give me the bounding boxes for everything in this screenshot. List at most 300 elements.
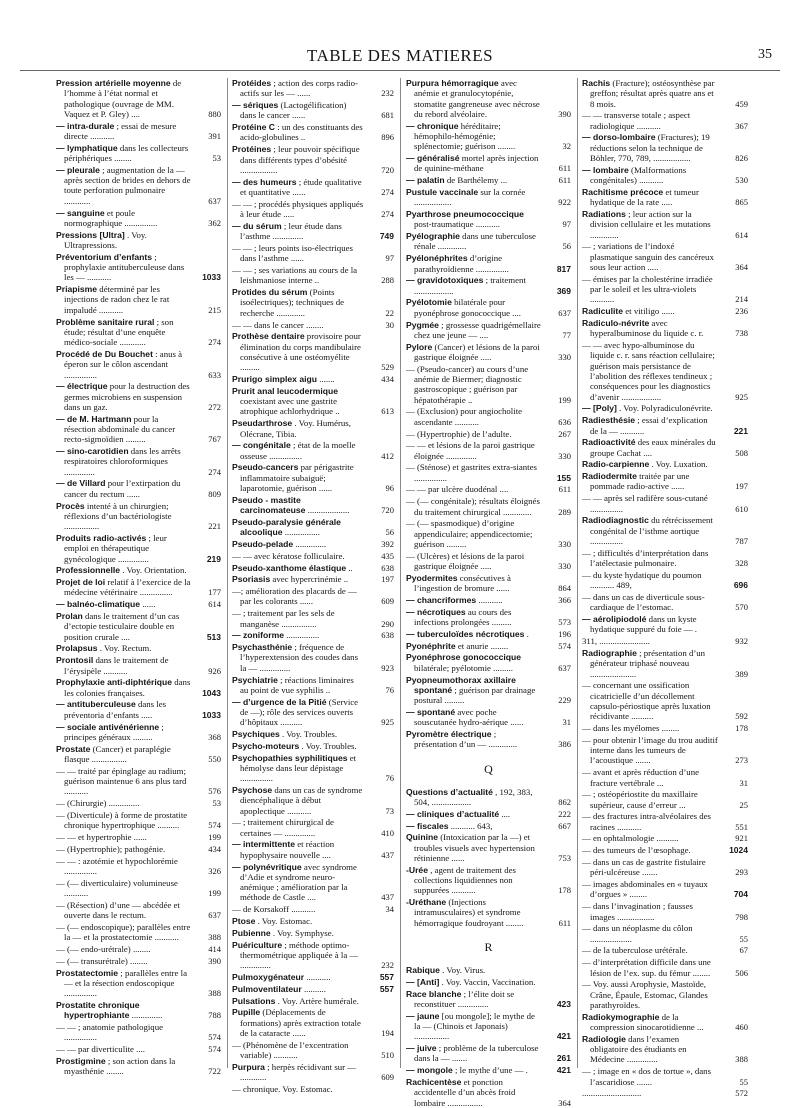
page-reference: 177 [208,587,221,598]
index-entry [56,143,221,164]
entry-text: ........... [478,594,503,605]
entry-text: dans les préventoria d’enfants ..... [64,699,167,720]
page-reference: 178 [558,885,571,896]
page-reference: 330 [558,351,571,362]
index-entry [582,471,748,492]
page-reference: 572 [735,1088,748,1099]
index-entry [406,1077,571,1108]
index-entry [56,798,221,808]
page-reference: 637 [208,910,221,921]
index-entry [56,165,221,206]
entry-text: ; le mythe d’une — . [455,1065,528,1076]
entry-term: Pyélotomie [406,297,452,308]
entry-term: — de M. Hartmann [56,413,132,424]
page-reference: 34 [385,904,394,915]
entry-text: — de la tuberculose urétérale. [582,945,688,956]
entry-text: — ; difficultés d’interprétation dans l’atélectasie pulmonaire. [582,547,709,569]
entry-text: ........... 643, [450,820,493,831]
entry-term: Pyarthrose pneumococcique [406,209,524,220]
index-entry [406,1011,571,1042]
index-entry [232,862,394,903]
entry-text: ; l’élite doit se reconstituer .............. [414,988,515,1009]
page-reference: 197 [381,574,394,585]
page-reference: 638 [381,630,394,641]
entry-term: Purpura [232,1061,265,1072]
entry-text: — ; traitement par les sels de manganèse ................ [232,608,335,629]
entry-text: — concernant une ossification cicatricielle d’un décollement capsulo-périostique après luxation récidivante .......... [582,680,711,722]
page-reference: 896 [381,132,394,143]
page-reference: 272 [208,401,221,412]
header-rule [20,70,780,71]
index-entry [232,1040,394,1061]
page-reference: 921 [735,833,748,844]
page-reference: 221 [733,425,748,436]
index-entry [582,209,748,240]
entry-text: déterminé par les injections de radon chez le rat impaludé ........... [64,284,170,315]
index-entry [406,965,571,975]
page-reference: 434 [381,374,394,385]
entry-term: — balnéo-climatique [56,599,141,610]
index-entry [406,406,571,427]
entry-term: Projet de loi [56,577,106,588]
entry-term: — dorso-lombaire [582,132,656,143]
page-reference: 574 [208,1032,221,1043]
entry-text: — ; image en « dos de tortue », dans l’ascaridiose ....... [582,1066,711,1087]
index-entry [56,599,221,609]
index-column-3 [406,78,571,1108]
entry-text: — — ; leurs points iso-électriques dans l’asthme ...... [232,242,353,264]
index-entry [56,844,221,854]
entry-text: avec hypercrinémie .. [272,574,349,585]
page-reference: 221 [208,521,221,532]
entry-term: Rabique [406,964,440,975]
entry-text: coexistant avec une gastrite atrophique achlorhydrique .. [240,396,340,417]
entry-text: — — par ulcère duodénal .... [406,484,509,495]
entry-term: Problème sanitaire rural [56,316,155,327]
page-reference: 637 [558,662,571,673]
entry-term: Psycho-moteurs [232,740,300,751]
entry-term: Rachicentèse [406,1076,462,1087]
entry-text: et hémolyse dans leur dépistage ............... [240,752,357,784]
page-reference: 390 [558,108,571,119]
page-reference: 197 [735,481,748,492]
index-entry [56,78,221,119]
index-entry [582,318,748,339]
page-reference: 609 [381,596,394,607]
page-reference: 865 [735,197,748,208]
entry-term: — généralisé [406,153,460,164]
index-entry [406,897,571,928]
entry-text: , 192, 383, 504, .................. [414,786,533,807]
entry-text: ................... [307,505,350,516]
index-entry [406,787,571,808]
page-reference: 76 [385,773,394,784]
entry-term: Questions d’actualité [406,786,493,797]
entry-text: ; son étude; résultat d’une enquête médico-sociale ............ [64,316,174,348]
entry-term: Produits radio-activés [56,532,147,543]
page-title: TABLE DES MATIERES [306,46,494,65]
page-reference: 880 [208,108,221,119]
index-entry [56,284,221,315]
entry-text: dans les arrêts respiratoires chloroformiques .............. [64,446,181,477]
entry-text: bilatérale; pyélotomie ......... [414,662,513,673]
entry-text: . Voy. Virus. [442,964,486,975]
index-entry [56,699,221,720]
entry-text: ; leur pouvoir spécifique dans différents types d’obésité ................. [240,144,360,175]
entry-term: — sociale antivénérienne [56,721,160,732]
entry-text: pour la destruction des germes microbiens en suspension dans un gaz. [64,381,190,412]
entry-text: — (Exclusion) pour angiocholite ascendante ........... [406,406,523,427]
page-reference: 592 [735,711,748,722]
entry-text: et poule normographique ............... [64,207,158,228]
page-reference: 32 [562,141,571,152]
index-entry [56,381,221,412]
index-entry [582,306,748,316]
index-entry [406,809,571,819]
entry-term: Pyélonéphrites [406,253,468,264]
page-reference: 614 [208,599,221,610]
index-entry [56,677,221,698]
entry-term: Priapisme [56,284,98,295]
page-reference: 366 [558,594,571,605]
page-reference: 510 [381,1050,394,1061]
index-entry [582,187,748,208]
page-reference: 30 [385,319,394,330]
page-reference: 76 [385,684,394,695]
entry-text: ; problème de la tuberculose dans la — ....... [414,1043,539,1064]
page-reference: 421 [556,1031,571,1042]
entry-term: Prophylaxie anti-diphtérique [56,677,173,688]
index-entry [56,956,221,966]
page-reference: 369 [556,285,571,296]
index-entry [56,856,221,877]
entry-term: Psychasthénie [232,642,293,653]
index-entry [406,209,571,230]
entry-term: Radiokymographie [582,1011,660,1022]
entry-text: ; essai de mesure directe ........... [64,120,177,141]
entry-term: — du sérum [232,220,282,231]
entry-text: (Injections intramusculaires) et syndrome hémorragique foudroyant ........ [414,897,524,928]
index-entry [232,539,394,549]
entry-text: . Voy. Troubles. [281,729,338,740]
index-entry [582,110,748,131]
entry-text: : un des constituants des acido-globulines .. [240,122,363,143]
entry-text: ; méthode optimo-thermométrique appliquée à la — .............. [240,939,359,971]
entry-term: — chronique [406,120,459,131]
entry-text: . Voy. Symphyse. [272,927,334,938]
entry-text: —; amélioration des placards de — par les colorants ...... [232,586,357,607]
index-entry [56,478,221,499]
page-reference: 423 [556,998,571,1009]
index-entry [56,252,221,283]
entry-text: — avant et après réduction d’une fracture vertébrale ... [582,767,700,788]
index-entry [582,735,748,766]
entry-text: — — dans le cancer ........ [232,319,324,330]
index-entry [406,429,571,439]
entry-text: ; guérison par drainage postural ......... [414,684,536,706]
entry-text: dans les colonies françaises. [64,677,191,698]
entry-text: — des fractures intra-alvéolaires des racines ........... [582,811,711,832]
index-entry [582,437,748,458]
page-reference: 720 [381,164,394,175]
entry-term: Pustule vaccinale [406,186,479,197]
entry-text: ; essai d’explication de la — ........... [590,415,708,436]
entry-text: par périgastrite inflammatoire subaiguë; laparotomie, guérison ...... [240,462,354,493]
entry-text: ....... [319,374,335,385]
index-entry [232,243,394,264]
index-entry [56,577,221,598]
entry-term: Pupille [232,1007,261,1018]
page-reference: 720 [381,505,394,516]
page-reference: 787 [735,535,748,546]
entry-term: Prostatectomie [56,967,119,978]
entry-term: Psychiques [232,729,280,740]
page-reference: 274 [381,186,394,197]
page-reference: 31 [562,717,571,728]
page-reference: 570 [735,602,748,613]
index-entry [56,611,221,642]
entry-text: (Fractures); 19 réductions selon la technique de Böhler, 770, 789, ................. [590,132,710,164]
entry-text: .............. [131,1010,163,1021]
entry-text: — dans un cas de gastrite fistulaire péri-ulcéreuse ....... [582,857,706,878]
entry-term: Ptose [232,916,256,927]
entry-text: ; prophylaxie antituberculeuse dans les — ........... [64,251,185,283]
index-entry [56,944,221,954]
entry-text: et tumeur hydatique de la rate ..... [590,186,699,208]
entry-text: — dans l’invagination ; fausses images ................. [582,901,693,922]
index-entry [232,551,394,561]
entry-text: ........... [306,972,331,983]
index-entry [232,331,394,372]
index-entry [56,230,221,251]
page-reference: 267 [558,428,571,439]
entry-term: Pressions [Ultra] [56,229,125,240]
index-entry [406,275,571,296]
entry-term: — de Villard [56,478,106,489]
index-entry [582,274,748,305]
entry-term: Radio-carpienne [582,459,650,470]
entry-term: — électrique [56,381,108,392]
entry-term: Prurigo simplex aigu [232,374,318,385]
entry-term: Pulsations [232,995,276,1006]
entry-text: . [526,628,529,639]
entry-text: de l’homme à l’état normal et pathologique (ouvrage de MM. Vaquez et P. Gley) .... [64,78,182,119]
entry-term: — fiscales [406,820,449,831]
index-entry [56,878,221,899]
entry-text: — (Résection) d’une — abcédée et ouverte dans le rectum. [56,899,180,921]
entry-text: ; augmentation de la — après section de brides en dehors de toute perforation pulmonaire ............ [64,164,191,206]
page-reference: 97 [562,219,571,230]
entry-term: Radiesthésie [582,415,636,426]
page-reference: 55 [739,1076,748,1087]
index-entry [232,1062,394,1083]
entry-term: — lymphatique [56,142,118,153]
index-entry [406,518,571,549]
page-reference: 738 [735,328,748,339]
index-entry [232,839,394,860]
entry-text: — chronique. Voy. Estomac. [232,1084,333,1095]
page-reference: 459 [735,98,748,109]
index-entry [582,548,748,569]
index-entry [56,1044,221,1054]
index-entry [582,340,748,402]
entry-text: ; réactions liminaires au point de vue syphilis .. [240,674,354,695]
entry-text: — — par diverticulite .... [56,1044,145,1055]
entry-text: ; grossesse quadrigémellaire chez une jeune — .... [414,319,541,340]
page-reference: 529 [381,362,394,373]
page-reference: 368 [208,731,221,742]
entry-term: — sanguine [56,207,105,218]
page-reference: 289 [558,506,571,517]
index-entry [406,729,571,750]
section-letter: Q [484,761,493,776]
entry-text: et vitiligo ...... [625,306,675,317]
page-reference: 274 [208,337,221,348]
entry-term: Protides du sérum [232,287,308,298]
entry-term: Pylore [406,341,433,352]
index-entry [232,78,394,99]
page-reference: 274 [381,209,394,220]
page-reference: 636 [558,416,571,427]
entry-term: Pyonéphrose gonococcique [406,652,522,663]
index-entry [406,342,571,363]
page-reference: 219 [206,553,221,564]
page-reference: 637 [558,307,571,318]
index-entry [582,1066,748,1087]
entry-text: ................ [284,527,320,538]
page-reference: 637 [208,195,221,206]
entry-text: . Voy. Troubles. [301,740,357,751]
page-reference: 798 [735,911,748,922]
entry-term: Radiculite [582,306,624,317]
entry-term: Pyodermites [406,572,458,583]
entry-term: — gravidotoxiques [406,275,484,286]
entry-text: du rétrécissement congénital de l’isthme aortique ............... [590,515,713,546]
entry-term: — sériques [232,100,279,111]
page-reference: 178 [735,723,748,734]
page-reference: 388 [208,988,221,999]
index-entry [406,595,571,605]
entry-text: — — ; anatomie pathologique ............... [56,1022,164,1043]
entry-text: ; leur action sur la division cellulaire et les mutations ............. [590,209,711,240]
index-entry [232,287,394,318]
page-reference: 290 [381,618,394,629]
page-reference: 437 [381,892,394,903]
index-entry [582,1088,748,1098]
entry-text: — — et hypertrophie ...... [56,831,147,842]
entry-text: dans l’examen obligatoire des étudiants en Médecine .............. [590,1033,687,1065]
index-entry [56,414,221,445]
page-reference: 25 [739,799,748,810]
index-entry [406,231,571,252]
index-entry [406,297,571,318]
index-entry [406,629,571,639]
page-reference: 389 [735,668,748,679]
entry-text: — (Pseudo-cancer) au cours d’une anémie de Biermer; diagnostic gastroscopique ; guérison par hépatothérapie .. [406,363,529,405]
entry-term: Pyonéphrite [406,640,456,651]
index-entry [56,565,221,575]
entry-text: sur la cornée ................. [414,186,526,208]
index-entry [56,922,221,943]
index-entry [582,515,748,546]
entry-text: . Voy. Orientation. [122,565,187,576]
entry-text: ; fréquence de l’hyperextension des coudes dans la — .............. [240,642,358,673]
index-entry [56,643,221,653]
page-reference: 215 [208,304,221,315]
index-entry [406,989,571,1010]
entry-text: ; traitement .................. [414,275,526,296]
entry-term: Prostigmine [56,1055,106,1066]
entry-term: Prolan [56,611,83,622]
index-entry [232,517,394,538]
index-entry [232,418,394,439]
index-entry [406,320,571,341]
entry-text: — (— endoscopique); parallèles entre la — et la prostatectomie ........... [56,921,191,943]
entry-term: Pression artérielle moyenne [56,78,171,88]
page-reference: 288 [381,275,394,286]
page-reference: 261 [556,1053,571,1064]
page-reference: 367 [735,120,748,131]
column-divider [400,78,401,1068]
index-entry [406,977,571,987]
entry-term: Prothèse dentaire [232,331,305,342]
entry-term: Psychose [232,785,273,795]
page-reference: 925 [735,391,748,402]
entry-text: (Service de —); rôle des services ouverts d’hôpitaux .......... [240,696,359,728]
page-reference: 1033 [202,709,221,720]
entry-text: dans les collecteurs périphériques ........ [64,142,189,164]
index-entry [56,655,221,676]
index-entry [232,574,394,584]
entry-text: . Voy. Luxation. [651,459,708,470]
entry-text: pour la résection abdominale du cancer recto-sigmoïdien ......... [64,413,176,445]
index-entry [406,484,571,494]
entry-text: provisoire pour élimination du corps mandibulaire consécutive à une ostéomyélite ......... [240,331,361,373]
column-divider [577,78,578,1068]
index-entry [406,865,571,896]
entry-text: 311, ....................... [582,636,650,647]
index-entry [56,766,221,797]
index-entry [232,984,394,994]
entry-text: , agent de traitement des collections liquidiennes non suppurées ........... [414,864,516,896]
entry-text: (Fracture); ostéosynthèse par greffon; résultat après quatre ans et 8 mois. [590,78,715,109]
index-entry [406,707,571,728]
entry-text: ; état de la moelle osseuse ............... [240,440,356,461]
entry-text: dans un kyste hydatique suppuré du foie — . [590,614,698,635]
page-number: 35 [758,47,772,62]
page-reference: 232 [381,88,394,99]
page-reference: 788 [208,1010,221,1021]
entry-term: Radiodiagnostic [582,515,649,526]
entry-term: Pseudo - mastite carcinomateuse [232,494,306,516]
index-entry [56,349,221,380]
entry-term: Pyélographie [406,231,460,242]
entry-text: ........................... [582,1088,642,1099]
page-reference: 199 [208,887,221,898]
index-entry [406,364,571,405]
page-reference: 273 [735,755,748,766]
entry-term: Prontosil [56,655,94,666]
entry-term: Professionnelle [56,565,120,576]
entry-term: Prolapsus [56,643,98,654]
entry-term: — [Poly] [582,403,617,414]
entry-term: Pseudarthrose [232,418,293,429]
index-entry [232,221,394,242]
entry-text: dans un cas de syndrome diencéphalique à début apoplectique ........... [240,785,363,816]
index-entry [406,1043,571,1064]
entry-text: relatif à l’exercice de la médecine vétérinaire ............... [64,577,191,598]
entry-term: Radiographie [582,647,637,658]
